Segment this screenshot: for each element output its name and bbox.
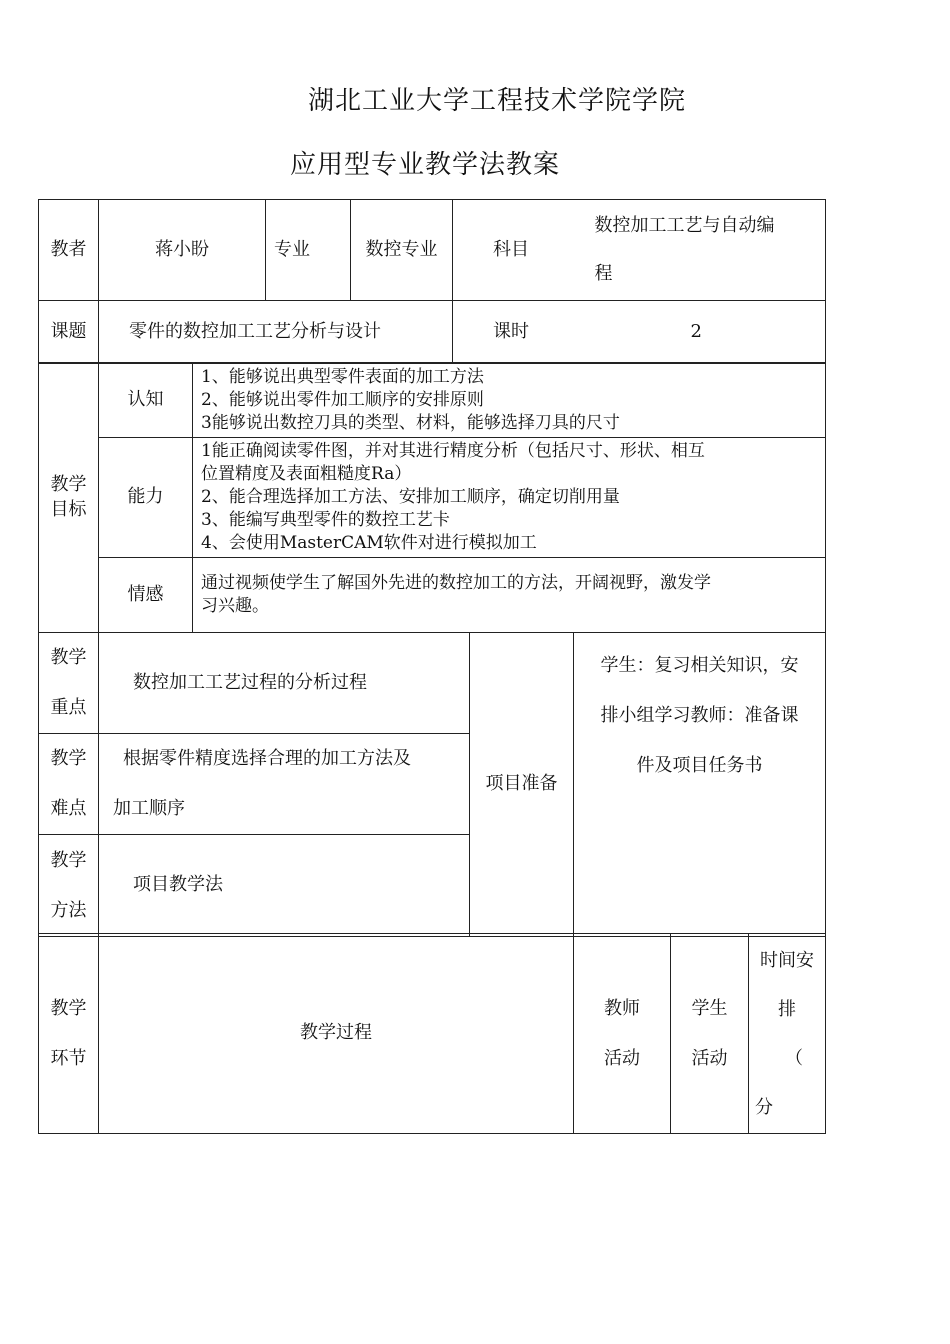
ability-item: 4、会使用MasterCAM软件对进行模拟加工 [201, 533, 537, 553]
subject-value-line: 数控加工工艺与自动编 [594, 215, 775, 236]
emotion-line: 通过视频使学生了解国外先进的数控加工的方法，开阔视野，激发学 [201, 573, 711, 593]
cognition-item: 2、能够说出零件加工顺序的安排原则 [201, 389, 484, 410]
key-label-line: 教学 [50, 647, 87, 668]
time-line: 排 [778, 998, 796, 1020]
document-title: 应用型专业教学法教案 [290, 150, 561, 180]
method-label-line: 教学 [50, 849, 87, 871]
stage-label-line: 教学 [50, 997, 87, 1019]
teacher-name: 蒋小盼 [99, 200, 266, 301]
difficulty-value-line: 根据零件精度选择合理的加工方法及 [123, 748, 411, 769]
cognition-label: 认知 [99, 363, 193, 438]
prep-label: 项目准备 [470, 633, 574, 937]
difficulty-label-line: 难点 [50, 798, 87, 819]
student-activity-label [671, 934, 749, 1134]
hours-value: 2 [573, 301, 826, 364]
teacher-activity-line: 教师 [604, 997, 640, 1019]
time-line: （ [785, 1047, 803, 1069]
emotion-label: 情感 [99, 558, 193, 633]
ability-item: 3、能编写典型零件的数控工艺卡 [201, 510, 450, 530]
teacher-label: 教者 [39, 200, 99, 301]
subject-value [573, 200, 826, 301]
goals-label-line: 目标 [50, 498, 87, 520]
ability-item: 位置精度及表面粗糙度Ra） [201, 464, 412, 484]
method-value: 项目教学法 [99, 835, 470, 937]
emotion-content [193, 558, 826, 633]
time-arrangement-label [749, 934, 826, 1134]
topic-value: 零件的数控加工工艺分析与设计 [99, 301, 453, 364]
cognition-content [193, 363, 826, 438]
student-activity-line: 学生 [691, 997, 728, 1019]
major-value: 数控专业 [351, 200, 453, 301]
time-line: 时间安 [760, 949, 814, 971]
ability-content [193, 438, 826, 558]
process-label: 教学过程 [99, 934, 574, 1134]
major-label: 专业 [266, 200, 351, 301]
prep-value-line: 件及项目任务书 [636, 755, 763, 776]
goals-table [38, 362, 826, 633]
key-label-line: 重点 [50, 697, 87, 718]
stage-label [39, 934, 99, 1134]
cognition-item: 3能够说出数控刀具的类型、材料，能够选择刀具的尺寸 [201, 412, 620, 433]
method-label [39, 835, 99, 937]
school-title: 湖北工业大学工程技术学院学院 [308, 86, 687, 116]
plan-table [38, 632, 826, 937]
teacher-activity-label [574, 934, 671, 1134]
difficulty-label [39, 734, 99, 835]
key-label [39, 633, 99, 734]
cognition-item: 1、能够说出典型零件表面的加工方法 [201, 366, 484, 387]
subject-label: 科目 [453, 200, 573, 301]
stage-label-line: 环节 [50, 1047, 87, 1069]
goals-label-line: 教学 [50, 474, 87, 496]
subject-value-line: 程 [594, 263, 613, 284]
ability-label: 能力 [99, 438, 193, 558]
prep-value-line: 学生：复习相关知识，安 [600, 655, 799, 676]
time-line: 分 [755, 1096, 773, 1118]
topic-label: 课题 [39, 301, 99, 364]
ability-item: 1能正确阅读零件图，并对其进行精度分析（包括尺寸、形状、相互 [201, 441, 705, 461]
emotion-line: 习兴趣。 [201, 596, 269, 616]
teacher-activity-line: 活动 [604, 1047, 640, 1069]
hours-label: 课时 [453, 301, 573, 364]
key-value: 数控加工工艺过程的分析过程 [99, 633, 470, 734]
goals-label [39, 363, 99, 633]
difficulty-label-line: 教学 [50, 748, 87, 769]
info-table [38, 199, 826, 364]
prep-value-line: 排小组学习教师：准备课 [600, 705, 799, 726]
difficulty-value [99, 734, 470, 835]
process-table [38, 933, 826, 1134]
method-label-line: 方法 [50, 899, 87, 921]
difficulty-value-line: 加工顺序 [113, 798, 185, 819]
student-activity-line: 活动 [691, 1047, 728, 1069]
ability-item: 2、能合理选择加工方法、安排加工顺序，确定切削用量 [201, 487, 620, 507]
prep-value [574, 633, 826, 937]
